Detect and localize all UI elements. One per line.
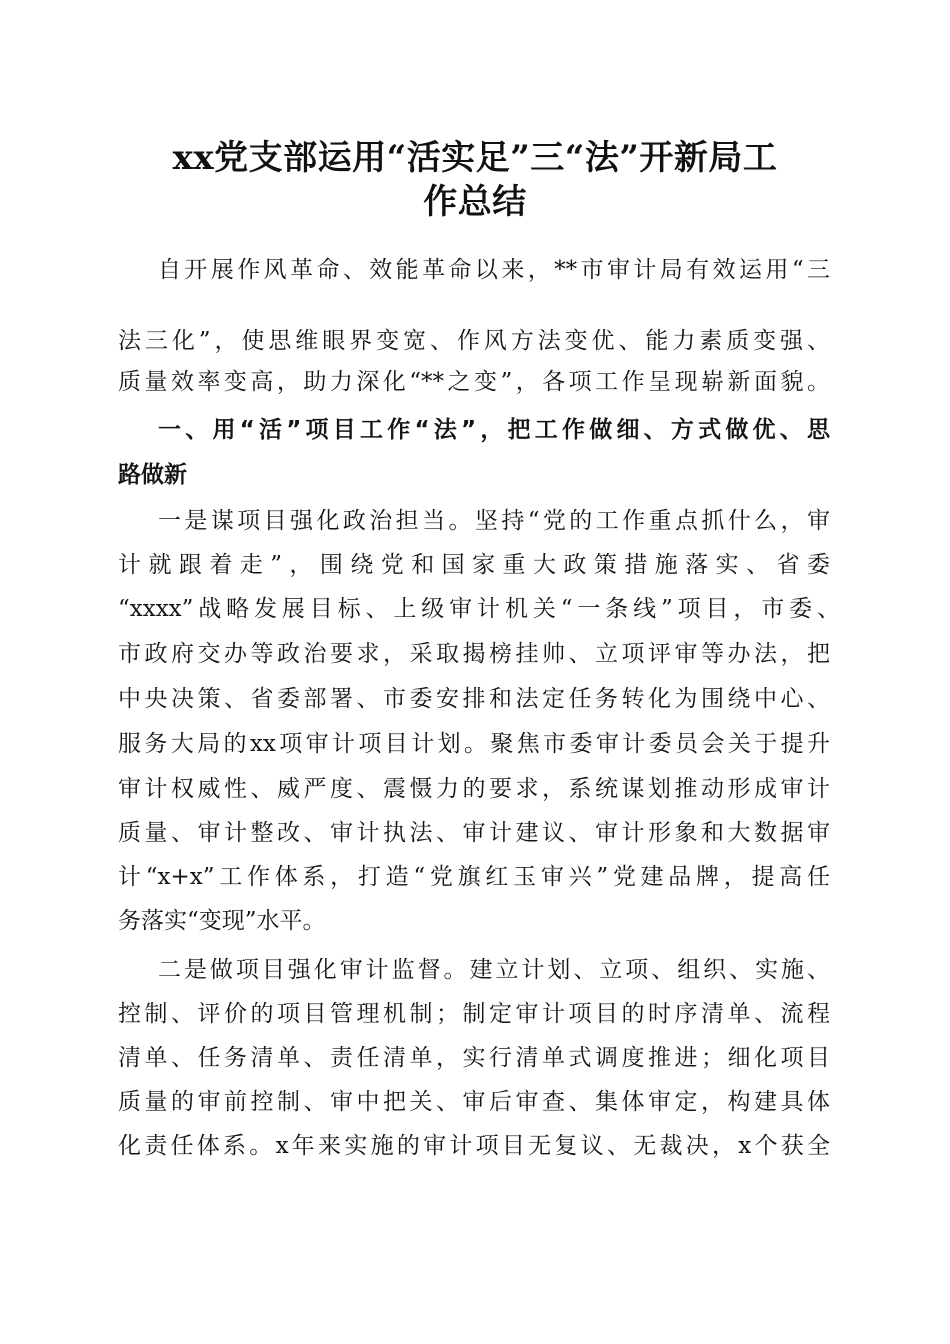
section-heading: 一、用“活”项目工作“法”，把工作做细、方式做优、思	[158, 417, 830, 443]
text-line: 中央决策、省委部署、市委安排和法定任务转化为围绕中心、	[118, 686, 830, 712]
text-line: 计“x+x”工作体系，打造“党旗红玉审兴”党建品牌，提高任	[118, 864, 830, 890]
text-line: 审计权威性、威严度、震慑力的要求，系统谋划推动形成审计	[118, 776, 830, 802]
text-line: 市政府交办等政治要求，采取揭榜挂帅、立项评审等办法，把	[118, 641, 830, 667]
text-line: 一是谋项目强化政治担当。坚持“党的工作重点抓什么，审	[158, 508, 830, 534]
text-line: 自开展作风革命、效能革命以来，**市审计局有效运用“三	[158, 257, 830, 283]
text-line: 质量效率变高，助力深化“**之变”，各项工作呈现崭新面貌。	[118, 369, 830, 395]
text-line: 质量、审计整改、审计执法、审计建议、审计形象和大数据审	[118, 820, 830, 846]
section-heading-cont: 路做新	[118, 462, 187, 488]
document-title	[100, 136, 850, 224]
text-line: “xxxx”战略发展目标、上级审计机关“一条线”项目，市委、	[118, 596, 840, 622]
title-line-2: 作总结	[423, 182, 527, 222]
text-line: 务落实“变现”水平。	[118, 908, 326, 934]
text-line: 二是做项目强化审计监督。建立计划、立项、组织、实施、	[158, 957, 830, 983]
text-line: 清单、任务清单、责任清单，实行清单式调度推进；细化项目	[118, 1045, 830, 1071]
text-line: 质量的审前控制、审中把关、审后审查、集体审定，构建具体	[118, 1089, 830, 1115]
text-line: 计就跟着走”，围绕党和国家重大政策措施落实、省委	[118, 552, 830, 578]
text-line: 法三化”，使思维眼界变宽、作风方法变优、能力素质变强、	[118, 328, 830, 354]
text-line: 化责任体系。x年来实施的审计项目无复议、无裁决，x个获全	[118, 1133, 830, 1159]
title-line-1: xx党支部运用“活实足”三“法”开新局工	[172, 138, 778, 178]
text-line: 控制、评价的项目管理机制；制定审计项目的时序清单、流程	[118, 1001, 830, 1027]
text-line: 服务大局的xx项审计项目计划。聚焦市委审计委员会关于提升	[118, 731, 830, 757]
